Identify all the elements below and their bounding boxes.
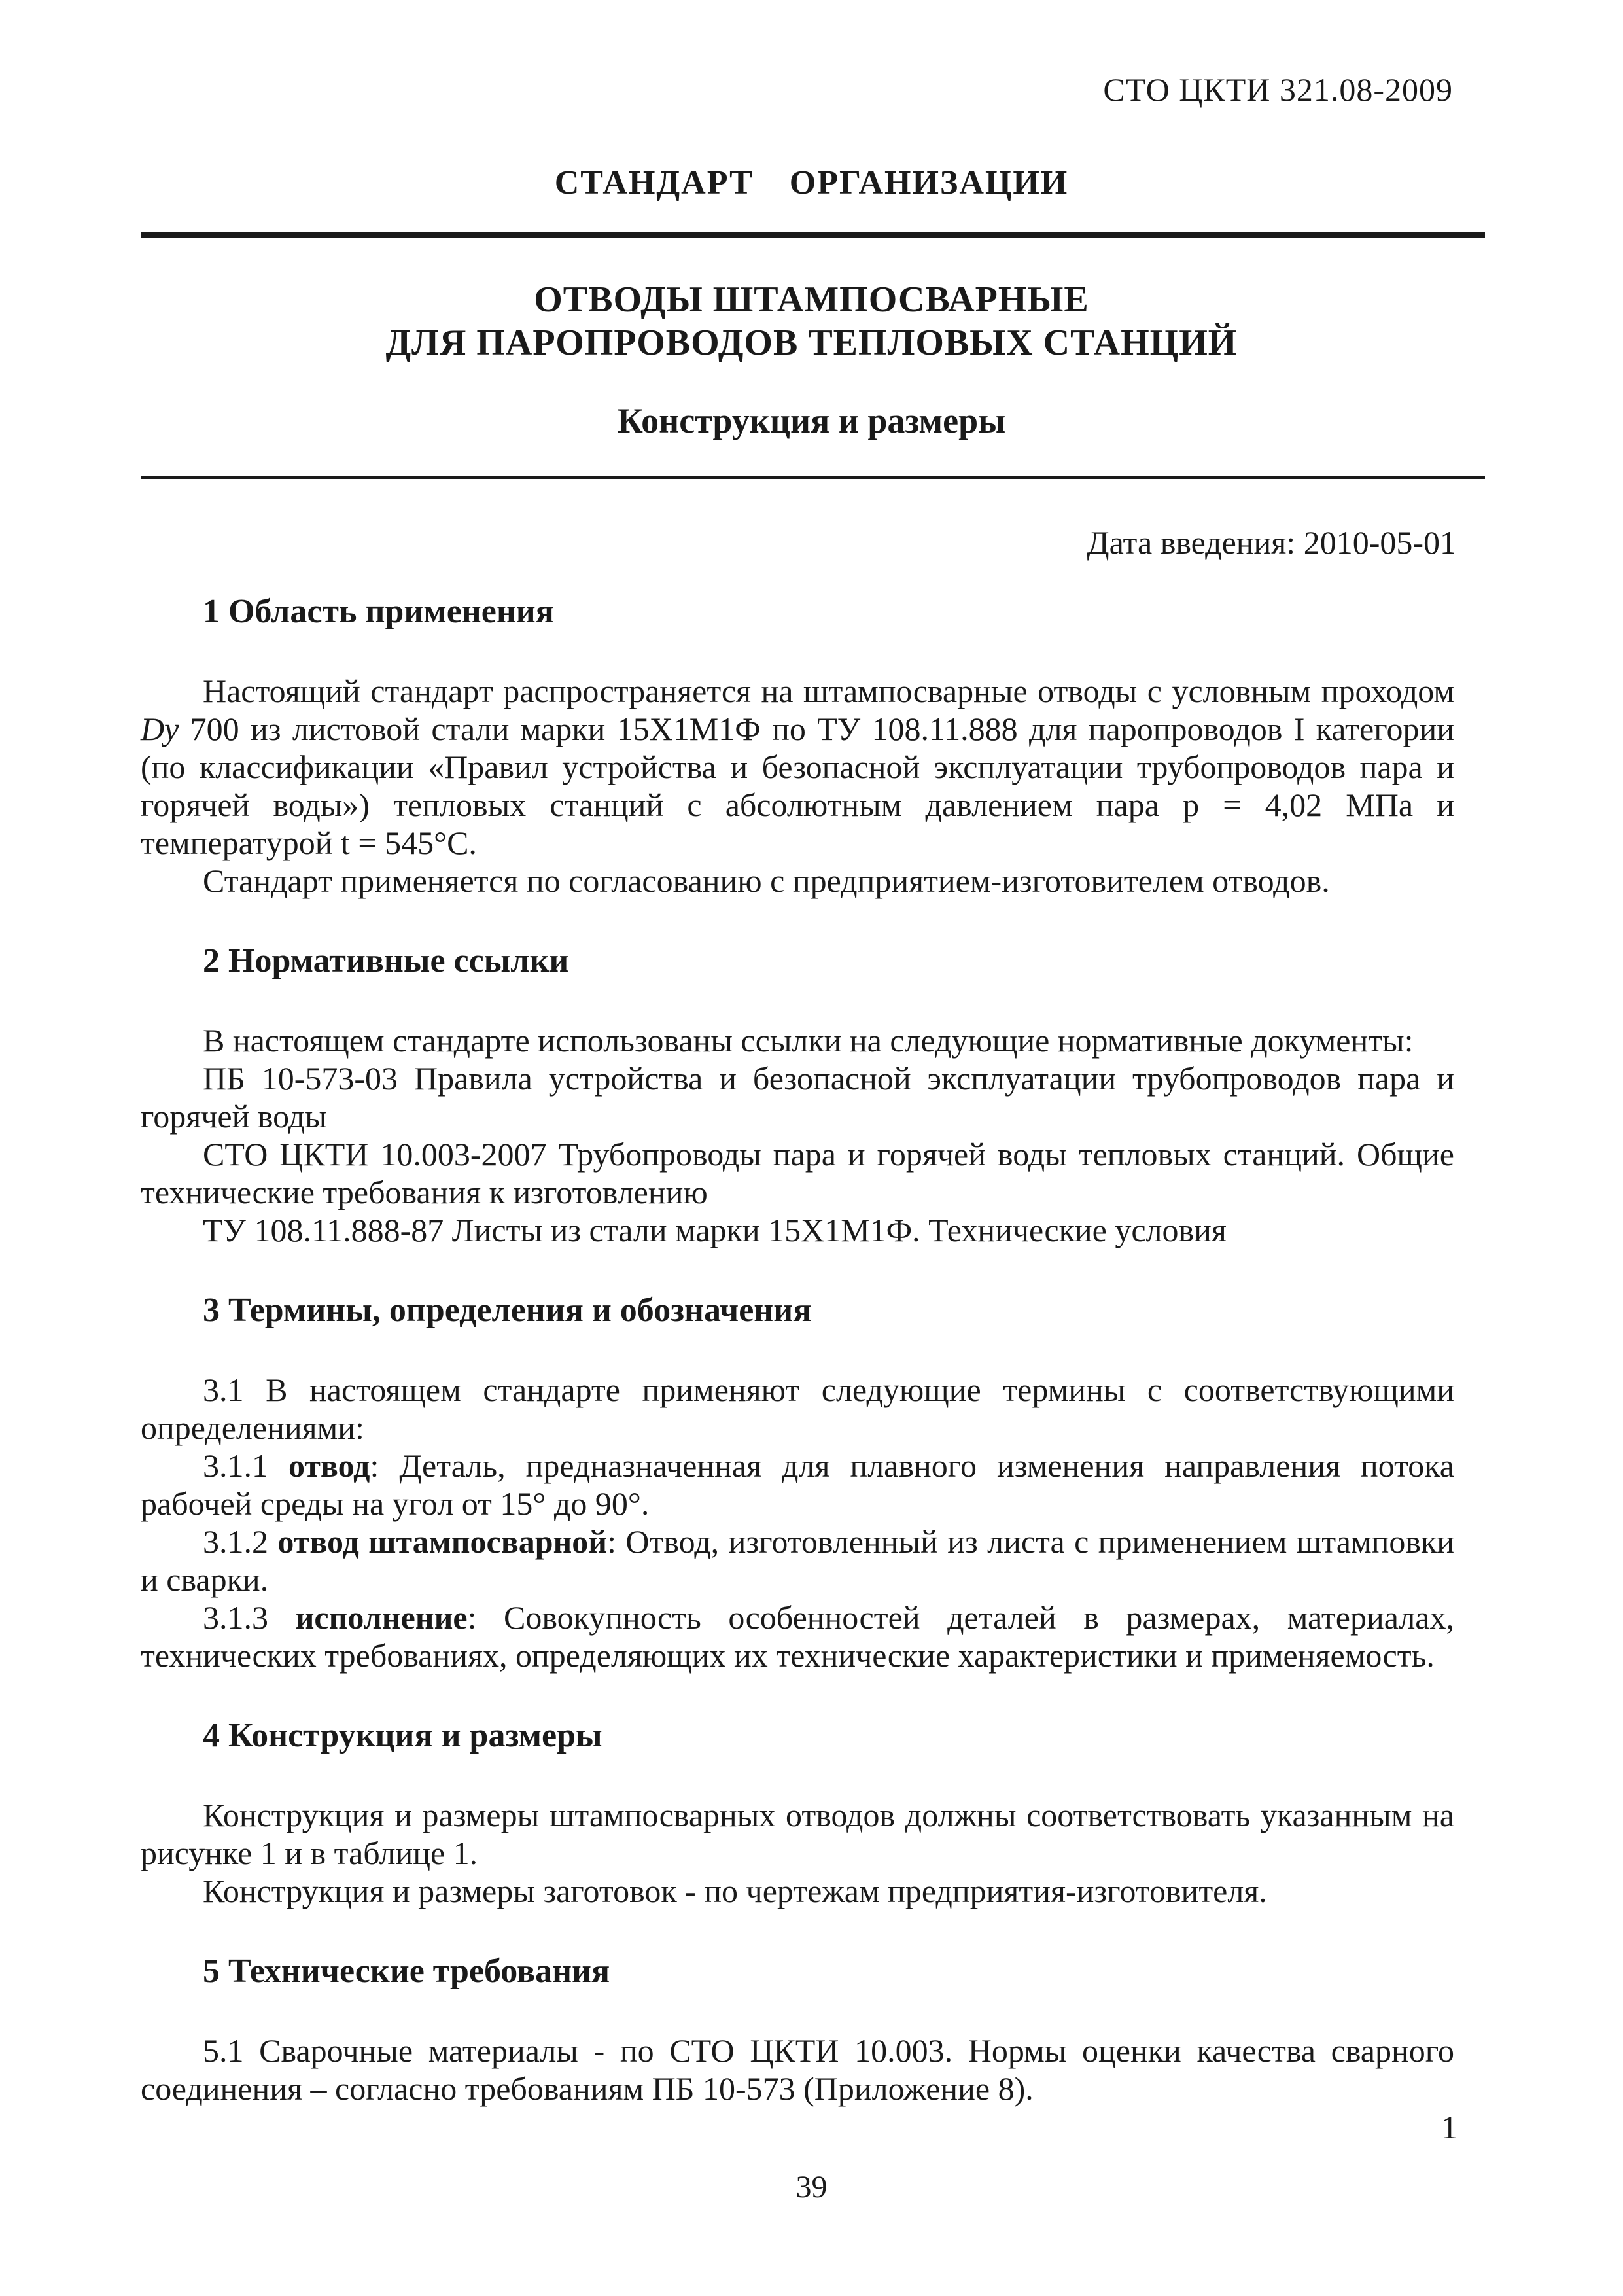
document-title-line-1: ОТВОДЫ ШТАМПОСВАРНЫЕ xyxy=(534,279,1089,320)
document-title xyxy=(0,278,1623,364)
term-text: : Совокупность особенностей деталей в размерах, материалах, технических требованиях, определяющих их технические характеристики и применяемость. xyxy=(141,1599,1455,1674)
term-definition-3 xyxy=(141,1598,1454,1674)
document-subtitle: Конструкция и размеры xyxy=(617,401,1006,440)
organization-standard-title: СТАНДАРТ ОРГАНИЗАЦИИ xyxy=(554,164,1069,202)
term-name: исполнение xyxy=(295,1599,468,1636)
header-rule-thick xyxy=(141,232,1485,238)
requirements-paragraph-1: 5.1 Сварочные материалы - по СТО ЦКТИ 10.003. Нормы оценки качества сварного соединения – согласно требованиям ПБ 10-573 (Приложение 8). xyxy=(141,2032,1454,2107)
document-body xyxy=(141,592,1454,2108)
term-definition-2 xyxy=(141,1523,1454,1598)
scope-paragraph-2: Стандарт применяется по согласованию с предприятием-изготовителем отводов. xyxy=(203,862,1330,899)
term-number: 3.1.1 xyxy=(203,1447,289,1484)
scope-paragraph-1 xyxy=(141,672,1454,862)
reference-sto-ckti-10-003: СТО ЦКТИ 10.003-2007 Трубопроводы пара и горячей воды тепловых станций. Общие технические требования к изготовлению xyxy=(141,1136,1454,1210)
scope-text-b: 700 из листовой стали марки 15Х1М1Ф по ТУ 108.11.888 для паропроводов I категории (по классификации «Правил устройства и безопасной эксплуатации трубопроводов пара и горячей воды») тепловых станций с абсолютным давлением пара p = 4,02 МПа и температурой t = 545°С. xyxy=(141,711,1454,861)
design-paragraph-1: Конструкция и размеры штампосварных отводов должны соответствовать указанным на рисунке 1 и в таблице 1. xyxy=(141,1797,1454,1871)
term-number: 3.1.2 xyxy=(203,1523,278,1560)
section-heading-scope: 1 Область применения xyxy=(203,593,554,630)
reference-tu-108-11-888: ТУ 108.11.888-87 Листы из стали марки 15Х1М1Ф. Технические условия xyxy=(203,1212,1227,1248)
references-intro: В настоящем стандарте использованы ссылки на следующие нормативные документы: xyxy=(203,1022,1414,1059)
term-name: отвод xyxy=(288,1447,370,1484)
nominal-bore-symbol: Dy xyxy=(141,711,179,747)
terms-intro: 3.1 В настоящем стандарте применяют следующие термины с соответствующими определениями: xyxy=(141,1371,1454,1446)
term-definition-1 xyxy=(141,1447,1454,1523)
section-heading-references: 2 Нормативные ссылки xyxy=(203,942,569,980)
introduction-date: Дата введения: 2010-05-01 xyxy=(1087,524,1456,561)
term-text: : Деталь, предназначенная для плавного изменения направления потока рабочей среды на угол от 15° до 90°. xyxy=(141,1447,1454,1522)
term-name: отвод штампосварной xyxy=(277,1523,608,1560)
section-heading-design: 4 Конструкция и размеры xyxy=(203,1717,602,1754)
section-heading-terms: 3 Термины, определения и обозначения xyxy=(203,1292,812,1329)
term-text: : Отвод, изготовленный из листа с применением штамповки и сварки. xyxy=(141,1523,1454,1598)
page-number: 39 xyxy=(795,2170,828,2204)
reference-pb-10-573: ПБ 10-573-03 Правила устройства и безопасной эксплуатации трубопроводов пара и горячей воды xyxy=(141,1060,1454,1135)
design-paragraph-2: Конструкция и размеры заготовок - по чертежам предприятия-изготовителя. xyxy=(203,1873,1267,1909)
document-title-line-2: ДЛЯ ПАРОПРОВОДОВ ТЕПЛОВЫХ СТАНЦИЙ xyxy=(385,323,1238,363)
term-number: 3.1.3 xyxy=(203,1599,296,1636)
section-heading-requirements: 5 Технические требования xyxy=(203,1952,610,1990)
scope-text-a: Настоящий стандарт распространяется на штампосварные отводы с условным проходом xyxy=(203,673,1454,709)
page-index: 1 xyxy=(1441,2109,1457,2146)
header-rule-thin xyxy=(141,476,1485,479)
document-number: СТО ЦКТИ 321.08-2009 xyxy=(1103,71,1453,108)
